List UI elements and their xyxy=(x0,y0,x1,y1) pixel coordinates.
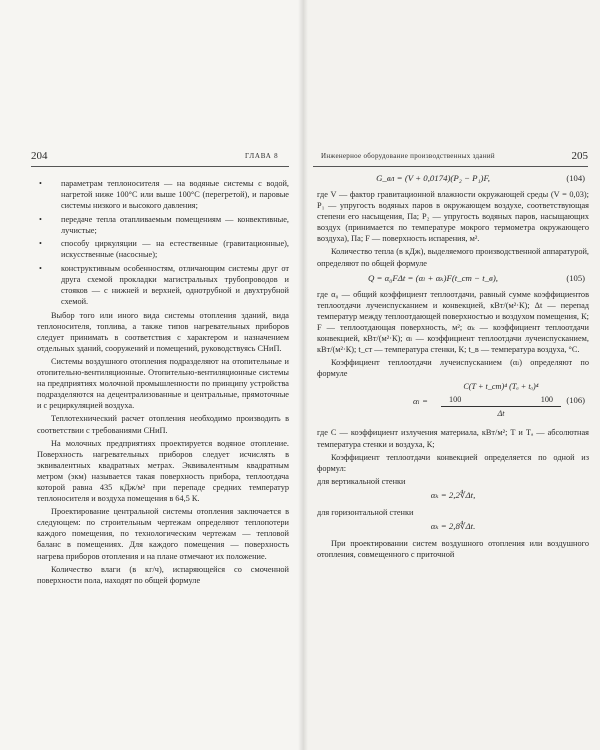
equation-105 xyxy=(317,271,589,287)
paragraph: Количество влаги (в кг/ч), испаряющейся со смоченной поверхности пола, находят по общей формуле xyxy=(37,564,289,585)
paragraph: Коэффициент теплоотдачи лучеиспусканием (αₗ) определяют по формуле xyxy=(317,358,589,379)
paragraph: где α₀ — общий коэффициент теплоотдачи, равный сумме коэффициентов теплоотдачи лучеиспусканием и конвекцией, кВт/(м²·К); Δt — перепад температур между теплоотдающей поверхностью и воздухом помещения, К; F — теплоотдающая поверхность, м²; αₖ — коэффициент теплоотдачи конвекцией, кВт/(м²·К); αₗ — коэффициент теплоотдачи лучеиспусканием, кВт/(м²·К); t_ст — температура стенки, К; t_в — температура воздуха, °С. xyxy=(317,289,589,355)
fraction-middle-left: 100 xyxy=(449,394,462,404)
paragraph: На молочных предприятиях проектируется водяное отопление. Поверхность нагревательных приборов следует исчислять в эквивалентных квадратных метрах. Эквивалентным квадратным метром (экм) называется такая поверхность прибора, теплоотдача которой равна 435 кДж/м² при перепаде средних температур теплоносителя и воздуха помещения в 64,5 К. xyxy=(37,438,289,504)
label-horizontal-wall: для горизонтальной стенки xyxy=(317,507,414,517)
fraction xyxy=(441,381,561,418)
bullet-text: способу циркуляции — на естественные (гравитационные), искусственные (насосные); xyxy=(61,239,289,260)
paragraph: где C — коэффициент излучения материала, кВт/м²; T и Tₐ — абсолютная температура стенки и воздуха, К; xyxy=(317,428,589,449)
fraction-numerator: C(T + t_ст)⁴ (Tₐ + tₐ)⁴ xyxy=(463,382,539,392)
equation-number: (106) xyxy=(566,395,585,406)
bullet-text: конструктивным особенностям, отличающим системы друг от друга схемой прокладки магистральных трубопроводов и стояков — с нижней и верхней, однотрубной и двухтрубной схемой. xyxy=(61,263,289,307)
equation-number: (105) xyxy=(566,272,585,283)
right-page xyxy=(303,0,600,750)
equation-106 xyxy=(317,381,589,425)
bullet-item xyxy=(37,214,289,236)
bullet-icon: • xyxy=(39,239,42,249)
paragraph: Системы воздушного отопления подразделяют на отопительные и отопительно-вентиляционные. Отопительно-вентиляционные системы на предприятиях молочной промышленности по принципу устройства подразделяются на децентрализованные и центральные, прямоточные и с рециркуляцией воздуха. xyxy=(37,356,289,411)
paragraph: Теплотехнический расчет отопления необходимо производить в соответствии с требованиями СНиП. xyxy=(37,414,289,435)
paragraph: Количество тепла (в кДж), выделяемого производственной аппаратурой, определяют по общей формуле xyxy=(317,247,589,268)
formula: G_вл = (V + 0,0174)(P₂ − P₁)F, xyxy=(376,173,490,183)
fraction-denominator: Δt xyxy=(497,408,505,418)
bullet-item xyxy=(37,263,289,307)
left-page-body xyxy=(37,178,289,588)
fraction-middle xyxy=(441,394,561,405)
formula: Q = α₀FΔt = (αₗ + αₖ)F(t_ст − t_в), xyxy=(368,272,498,283)
page-number-right: 205 xyxy=(571,150,588,162)
paragraph: Коэффициент теплоотдачи конвекцией определяется по одной из формул: xyxy=(317,452,589,473)
bullet-item xyxy=(37,238,289,260)
running-head-left: ГЛАВА 8 xyxy=(245,152,279,160)
bullet-icon: • xyxy=(39,179,42,188)
bullet-text: передаче тепла отапливаемым помещениям — конвективные, лучистые; xyxy=(61,214,289,235)
right-page-body xyxy=(317,170,589,562)
bullet-item xyxy=(37,178,289,211)
fraction-bar xyxy=(441,406,561,407)
fraction-middle-right: 100 xyxy=(540,394,553,404)
formula-horizontal-wall: αₖ = 2,8∜Δt. xyxy=(430,521,476,532)
page-number-left: 204 xyxy=(31,150,48,162)
formula-lhs: αₗ = xyxy=(413,396,428,407)
formula-vertical-wall: αₖ = 2,2∜Δt, xyxy=(430,489,476,500)
label-vertical-wall: для вертикальной стенки xyxy=(317,476,406,486)
paragraph: где V — фактор гравитационной влажности окружающей среды (V = 0,03); P₁ — упругость водяных паров в окружающем воздухе, соответствующая степени его насыщения, Па; P₂ — упругость водяных паров, насыщающих воздух (принимается по температуре мокрого термометра окружающего воздуха), Па; F — поверхность испарения, м². xyxy=(317,190,589,244)
paragraph: При проектировании систем воздушного отопления или воздушного отопления, совмещенного с приточной xyxy=(317,539,589,560)
book-gutter xyxy=(298,0,308,750)
header-rule-right xyxy=(313,166,588,167)
header-rule-left xyxy=(31,166,289,167)
bullet-icon: • xyxy=(39,263,42,273)
equation-number: (104) xyxy=(566,173,585,183)
bullet-text: параметрам теплоносителя — на водяные системы с водой, нагретой ниже 100°С или выше 100°С (перегретой), и паровые системы низкого и высокого давления; xyxy=(61,179,289,211)
paragraph: Проектирование центральной системы отопления заключается в следующем: по строительным чертежам определяют теплопотери каждого помещения, по технологическим чертежам — тепловой баланс в помещениях. Для каждого помещения — поверхность нагрева приборов отопления и на плане отмечают их положение. xyxy=(37,507,289,561)
running-head-right: Инженерное оборудование производственных зданий xyxy=(321,152,495,160)
paragraph: Выбор того или иного вида системы отопления зданий, вида теплоносителя, топлива, а также типов нагревательных приборов следует принимать в соответствия с характером и назначением отдельных зданий, сооружений и помещений, руководствуясь СНиП. xyxy=(37,310,289,353)
equation-104 xyxy=(317,171,589,187)
bullet-icon: • xyxy=(39,214,42,224)
